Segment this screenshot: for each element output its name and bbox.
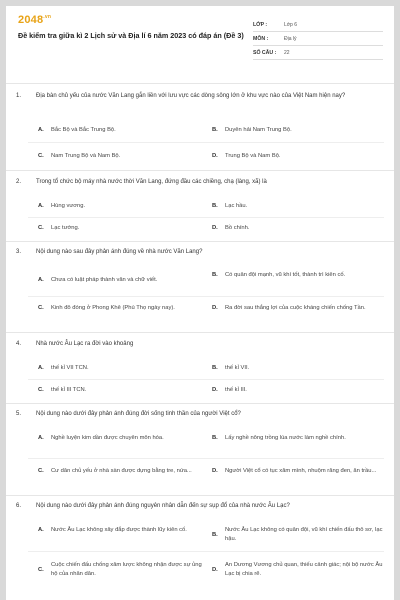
option-text: Lấy nghề nông trồng lúa nước làm nghề chính. xyxy=(225,435,346,441)
option-d[interactable] xyxy=(212,386,384,395)
question-text: Nội dung nào dưới đây phản ánh đúng đời sống tinh thần của người Việt cổ? xyxy=(36,411,241,417)
option-text: thế kỉ III. xyxy=(225,387,247,393)
logo-text: 2048 xyxy=(18,14,44,26)
option-d[interactable] xyxy=(212,152,384,161)
question-3 xyxy=(16,248,386,257)
document-page xyxy=(6,6,394,600)
row-divider xyxy=(28,142,384,143)
question-divider xyxy=(6,332,394,333)
option-text: Ra đời sau thắng lợi của cuộc kháng chiến chống Tần. xyxy=(225,305,366,311)
question-divider xyxy=(6,495,394,496)
option-letter: D. xyxy=(212,566,218,573)
option-letter: B. xyxy=(212,127,218,133)
option-letter: D. xyxy=(212,225,218,231)
option-c[interactable] xyxy=(38,224,198,233)
option-letter: D. xyxy=(212,387,218,393)
question-number: 1. xyxy=(16,93,22,99)
option-letter: A. xyxy=(38,435,44,441)
option-a[interactable] xyxy=(38,276,208,285)
option-text: An Dương Vương chủ quan, thiếu cảnh giác; nội bộ nước Âu Lạc bị chia rẽ. xyxy=(225,562,383,577)
row-divider xyxy=(28,217,384,218)
option-text: Nước Âu Lạc không xây đắp được thành lũy kiên cố. xyxy=(51,527,187,533)
option-c[interactable] xyxy=(38,386,198,395)
option-text: Nước Âu Lạc không có quân đội, vũ khí chiến đấu thô sơ, lạc hậu. xyxy=(225,527,383,542)
option-b[interactable] xyxy=(212,271,384,280)
option-letter: C. xyxy=(38,225,44,231)
row-divider xyxy=(28,296,384,297)
info-value: Địa lý xyxy=(284,35,297,42)
row-divider xyxy=(28,551,384,552)
option-text: thế kỉ VII. xyxy=(225,365,250,371)
option-letter: D. xyxy=(212,468,218,474)
option-letter: C. xyxy=(38,305,44,311)
option-letter: C. xyxy=(38,468,44,474)
question-4 xyxy=(16,340,386,349)
row-divider xyxy=(28,458,384,459)
option-text: Bắc Bộ và Bắc Trung Bộ. xyxy=(51,127,116,133)
option-text: Người Việt cổ có tục xăm mình, nhuộm răng đen, ăn trầu... xyxy=(225,468,377,474)
option-letter: A. xyxy=(38,277,44,283)
option-text: thế kỉ III TCN. xyxy=(51,387,87,393)
question-divider xyxy=(6,241,394,242)
option-letter: B. xyxy=(212,435,218,441)
question-stem xyxy=(16,248,386,257)
option-letter: C. xyxy=(38,153,44,159)
info-box xyxy=(253,18,383,60)
question-divider xyxy=(6,170,394,171)
option-a[interactable] xyxy=(38,434,208,443)
option-b[interactable] xyxy=(212,434,384,443)
question-text: Nhà nước Âu Lạc ra đời vào khoảng xyxy=(36,341,134,347)
question-2 xyxy=(16,178,386,187)
question-number: 4. xyxy=(16,341,22,347)
info-row-class xyxy=(253,18,383,32)
option-text: Trung Bộ và Nam Bộ. xyxy=(225,153,281,159)
option-d[interactable] xyxy=(212,467,384,476)
question-stem xyxy=(16,178,386,187)
option-b[interactable] xyxy=(212,202,384,211)
option-text: Nghề luyện kim dần được chuyên môn hóa. xyxy=(51,435,164,441)
option-text: Kinh đô đóng ở Phong Khê (Phú Thọ ngày nay). xyxy=(51,305,175,311)
info-row-subject xyxy=(253,32,383,46)
option-letter: D. xyxy=(212,153,218,159)
option-d[interactable] xyxy=(212,304,384,313)
question-text: Nội dung nào dưới đây phản ánh đúng nguyên nhân dẫn đến sự sụp đổ của nhà nước Âu Lạc? xyxy=(36,503,290,509)
header-divider xyxy=(6,83,394,84)
option-d[interactable] xyxy=(212,561,384,579)
option-a[interactable] xyxy=(38,526,208,535)
option-letter: A. xyxy=(38,527,44,533)
option-c[interactable] xyxy=(38,561,208,579)
option-text: Chưa có luật pháp thành văn và chữ viết. xyxy=(51,277,158,283)
option-letter: A. xyxy=(38,127,44,133)
question-divider xyxy=(6,403,394,404)
option-text: Hùng vương. xyxy=(51,203,86,209)
option-a[interactable] xyxy=(38,364,198,373)
option-letter: A. xyxy=(38,365,44,371)
info-value: 22 xyxy=(284,49,290,56)
option-text: Duyên hải Nam Trung Bộ. xyxy=(225,127,292,133)
question-6 xyxy=(16,502,386,511)
info-value: Lớp 6 xyxy=(284,21,298,28)
option-text: Cuộc chiến đấu chống xâm lược không nhận được sự ủng hộ của nhân dân. xyxy=(51,562,202,577)
row-divider xyxy=(28,379,384,380)
question-number: 3. xyxy=(16,249,22,255)
question-text: Nội dung nào sau đây phản ánh đúng về nhà nước Văn Lang? xyxy=(36,249,203,255)
question-text: Trong tổ chức bộ máy nhà nước thời Văn Lang, đứng đầu các chiềng, chạ (làng, xã) là xyxy=(36,179,267,185)
option-b[interactable] xyxy=(212,126,384,135)
document-title: Đề kiểm tra giữa kì 2 Lịch sử và Địa lí 6 năm 2023 có đáp án (Đề 3) xyxy=(18,31,244,40)
info-label: LỚP : xyxy=(253,21,268,28)
option-a[interactable] xyxy=(38,202,198,211)
option-text: Cư dân chủ yếu ở nhà sàn được dựng bằng tre, nứa... xyxy=(51,468,192,474)
info-label: SỐ CÂU : xyxy=(253,49,277,56)
page-header xyxy=(6,6,394,58)
option-text: Có quân đội mạnh, vũ khí tốt, thành trì kiên cố. xyxy=(225,272,346,278)
option-b[interactable] xyxy=(212,526,384,544)
question-number: 2. xyxy=(16,179,22,185)
option-a[interactable] xyxy=(38,126,198,135)
option-letter: D. xyxy=(212,305,218,311)
option-text: thế kỉ VII TCN. xyxy=(51,365,89,371)
option-letter: B. xyxy=(212,531,218,538)
question-stem xyxy=(16,340,386,349)
option-text: Bồ chính. xyxy=(225,225,250,231)
option-letter: B. xyxy=(212,272,218,278)
option-letter: B. xyxy=(212,365,218,371)
question-5 xyxy=(16,410,386,419)
option-c[interactable] xyxy=(38,152,198,161)
option-text: Nam Trung Bộ và Nam Bộ. xyxy=(51,153,121,159)
option-letter: A. xyxy=(38,203,44,209)
option-letter: C. xyxy=(38,566,44,573)
info-label: MÔN : xyxy=(253,35,269,42)
option-c[interactable] xyxy=(38,467,208,476)
option-letter: C. xyxy=(38,387,44,393)
question-stem xyxy=(16,410,386,419)
option-b[interactable] xyxy=(212,364,384,373)
option-text: Lạc hầu. xyxy=(225,203,248,209)
site-logo[interactable] xyxy=(18,14,51,26)
question-number: 5. xyxy=(16,411,22,417)
question-1 xyxy=(16,92,386,101)
question-stem xyxy=(16,502,386,511)
option-d[interactable] xyxy=(212,224,384,233)
logo-tld: .vn xyxy=(43,14,52,20)
option-c[interactable] xyxy=(38,304,208,313)
option-text: Lạc tướng. xyxy=(51,225,80,231)
question-stem xyxy=(16,92,386,101)
option-letter: B. xyxy=(212,203,218,209)
question-number: 6. xyxy=(16,503,22,509)
info-row-count xyxy=(253,46,383,60)
question-text: Địa bàn chủ yếu của nước Văn Lang gắn liền với lưu vực các dòng sông lớn ở khu vực nào của Việt Nam hiện nay? xyxy=(36,93,346,99)
